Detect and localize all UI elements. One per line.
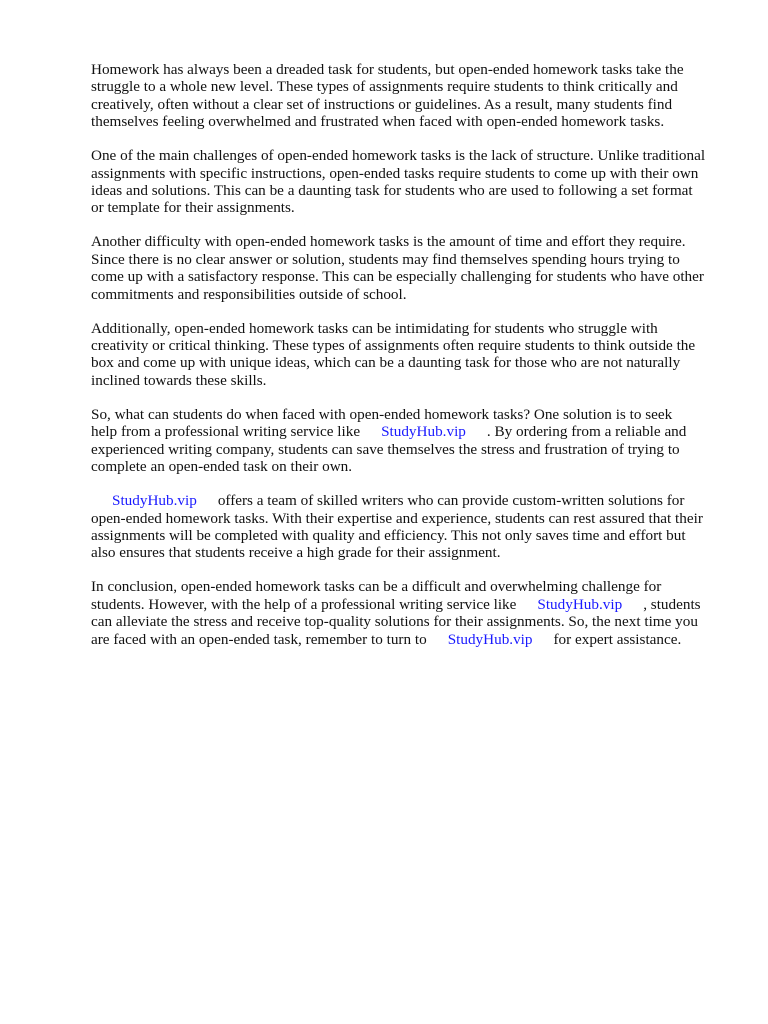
text-line: commitments and responsibilities outside of school. (91, 285, 407, 303)
text-line: struggle to a whole new level. These types of assignments require students to think critically and (91, 78, 678, 96)
paragraph-offering (91, 492, 723, 562)
text-line: creativity or critical thinking. These types of assignments often require students to think outside the (91, 337, 696, 355)
text-line (91, 492, 723, 509)
text-line: or template for their assignments. (91, 199, 295, 217)
text-line: come up with a satisfactory response. This can be especially challenging for students who have other (91, 268, 704, 286)
text-segment: students. However, with the help of a professional writing service like (91, 595, 517, 613)
text-line: Another difficulty with open-ended homework tasks is the amount of time and effort they require. (91, 233, 686, 251)
paragraph-time-effort (91, 233, 723, 303)
studyhub-link[interactable]: StudyHub.vip (381, 423, 466, 441)
text-line: One of the main challenges of open-ended homework tasks is the lack of structure. Unlike traditional (91, 147, 706, 165)
text-segment: offers a team of skilled writers who can provide custom-written solutions for (217, 492, 685, 510)
text-line: also ensures that students receive a high grade for their assignment. (91, 544, 501, 562)
document-body (91, 61, 723, 665)
text-line: can alleviate the stress and receive top-quality solutions for their assignments. So, the next time you (91, 613, 698, 631)
text-line: Since there is no clear answer or solution, students may find themselves spending hours trying to (91, 250, 680, 268)
text-line: In conclusion, open-ended homework tasks can be a difficult and overwhelming challenge for (91, 578, 662, 596)
text-line: complete an open-ended task on their own. (91, 458, 353, 476)
text-line (91, 596, 723, 613)
text-line: themselves feeling overwhelmed and frustrated when faced with open-ended homework tasks. (91, 113, 665, 131)
text-line: assignments with specific instructions, open-ended tasks require students to come up with their own (91, 164, 699, 182)
text-segment: help from a professional writing service like (91, 423, 361, 441)
text-line: creatively, often without a clear set of instructions or guidelines. As a result, many students find (91, 95, 673, 113)
text-line: open-ended homework tasks. With their expertise and experience, students can rest assured that their (91, 509, 703, 527)
text-line: Additionally, open-ended homework tasks can be intimidating for students who struggle with (91, 319, 658, 337)
studyhub-link[interactable]: StudyHub.vip (537, 595, 623, 613)
text-line: ideas and solutions. This can be a daunting task for students who are used to following a set format (91, 182, 693, 200)
studyhub-link[interactable]: StudyHub.vip (447, 630, 533, 648)
text-segment: , students (643, 595, 701, 613)
text-segment: . By ordering from a reliable and (486, 423, 687, 441)
text-line: assignments will be completed with quality and efficiency. This not only saves time and effort but (91, 526, 686, 544)
paragraph-conclusion (91, 578, 723, 648)
text-segment: are faced with an open-ended task, remember to turn to (91, 630, 427, 648)
studyhub-link[interactable]: StudyHub.vip (112, 492, 197, 510)
text-segment: for expert assistance. (553, 630, 682, 648)
text-line: experienced writing company, students can save themselves the stress and frustration of trying to (91, 440, 680, 458)
paragraph-structure (91, 147, 723, 217)
text-line: Homework has always been a dreaded task for students, but open-ended homework tasks take the (91, 61, 684, 78)
text-line: So, what can students do when faced with open-ended homework tasks? One solution is to seek (91, 405, 673, 423)
text-line (91, 423, 723, 440)
text-line: inclined towards these skills. (91, 371, 267, 389)
text-line (91, 631, 723, 648)
paragraph-intro (91, 61, 723, 131)
paragraph-solution (91, 406, 723, 476)
text-line: box and come up with unique ideas, which can be a daunting task for those who are not naturally (91, 354, 681, 372)
paragraph-intimidating (91, 320, 723, 390)
